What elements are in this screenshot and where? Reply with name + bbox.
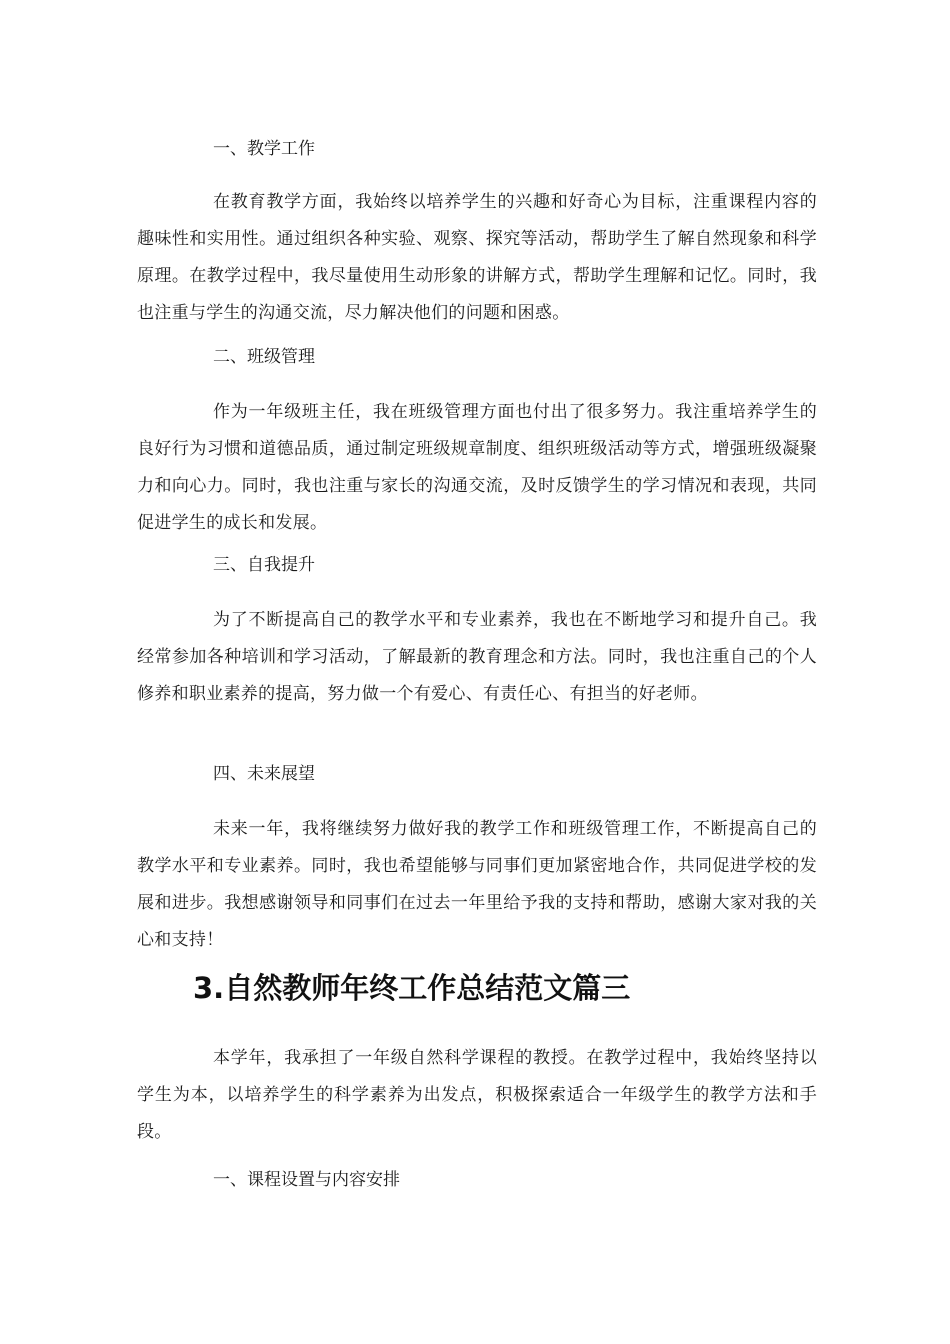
section-body-self-improvement: 为了不断提高自己的教学水平和专业素养，我也在不断地学习和提升自己。我经常参加各种培训和学习活动，了解最新的教育理念和方法。同时，我也注重自己的个人修养和职业素养的提高，努力做一个有爱心、有责任心、有担当的好老师。 [137,610,817,704]
section-body-teaching: 在教育教学方面，我始终以培养学生的兴趣和好奇心为目标，注重课程内容的趣味性和实用性。通过组织各种实验、观察、探究等活动，帮助学生了解自然现象和科学原理。在教学过程中，我尽量使用生动形象的讲解方式，帮助学生理解和记忆。同时，我也注重与学生的沟通交流，尽力解决他们的问题和困惑。 [137,192,817,323]
section-heading-teaching: 一、教学工作 [213,139,315,159]
section-heading-class-management: 二、班级管理 [213,347,315,367]
article-intro: 本学年，我承担了一年级自然科学课程的教授。在教学过程中，我始终坚持以学生为本，以培养学生的科学素养为出发点，积极探索适合一年级学生的教学方法和手段。 [137,1048,817,1142]
article-title: 3.自然教师年终工作总结范文篇三 [193,971,631,1005]
section-heading-self-improvement: 三、自我提升 [213,555,315,575]
section-body-class-management: 作为一年级班主任，我在班级管理方面也付出了很多努力。我注重培养学生的良好行为习惯和道德品质，通过制定班级规章制度、组织班级活动等方式，增强班级凝聚力和向心力。同时，我也注重与家长的沟通交流，及时反馈学生的学习情况和表现，共同促进学生的成长和发展。 [137,402,817,533]
section-heading-course-setup: 一、课程设置与内容安排 [213,1170,400,1190]
section-heading-future-outlook: 四、未来展望 [213,764,315,784]
section-body-future-outlook: 未来一年，我将继续努力做好我的教学工作和班级管理工作，不断提高自己的教学水平和专业素养。同时，我也希望能够与同事们更加紧密地合作，共同促进学校的发展和进步。我想感谢领导和同事们在过去一年里给予我的支持和帮助，感谢大家对我的关心和支持！ [137,819,817,950]
